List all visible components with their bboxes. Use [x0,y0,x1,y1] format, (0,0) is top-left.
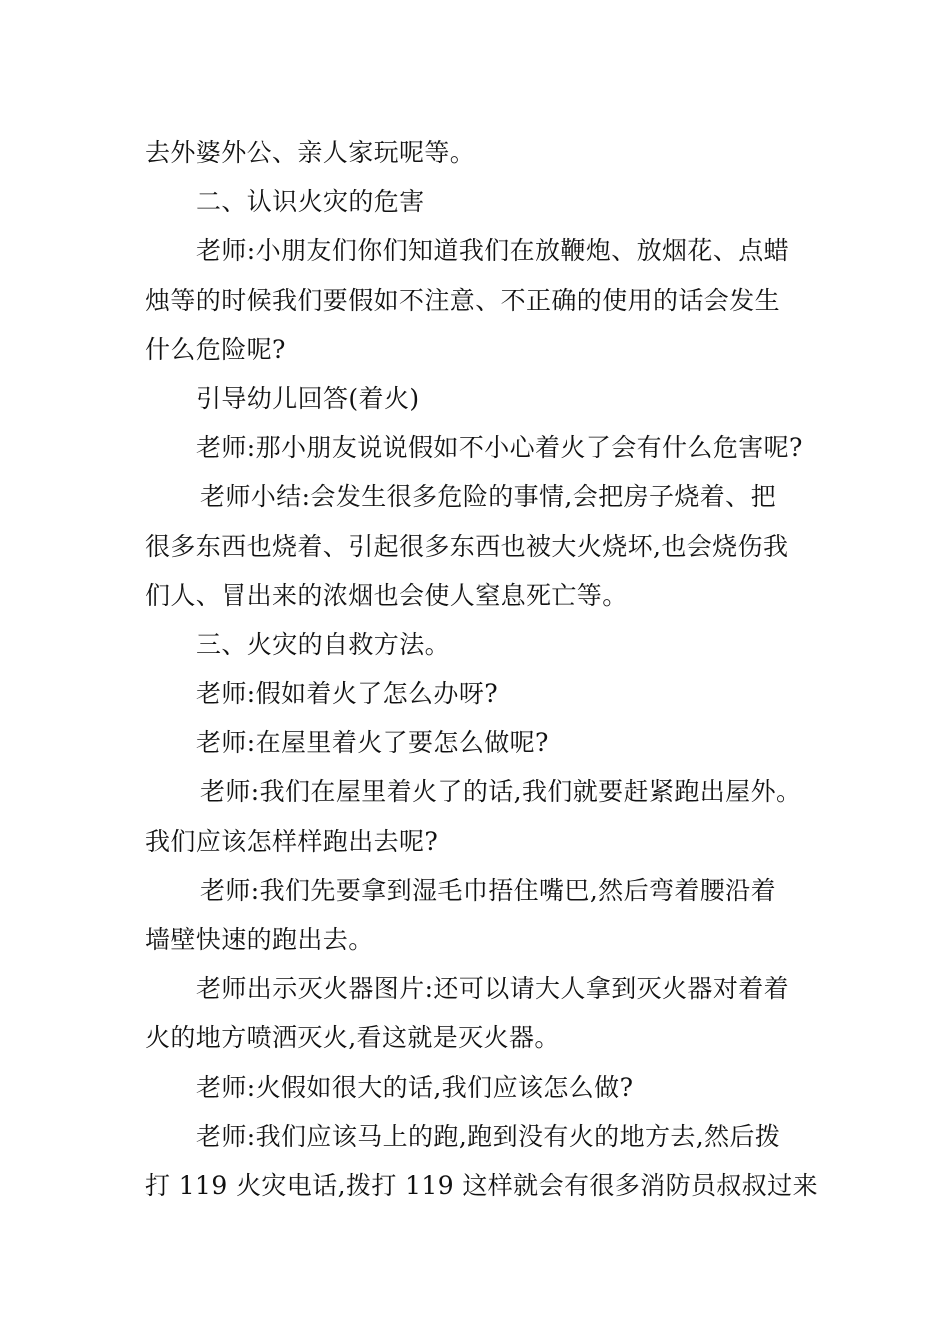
text-line: 引导幼儿回答(着火) [196,383,420,413]
text-line: 去外婆外公、亲人家玩呢等。 [145,138,476,167]
text-line: 老师:在屋里着火了要怎么做呢? [196,728,549,758]
text-line: 老师:小朋友们你们知道我们在放鞭炮、放烟花、点蜡 [196,236,790,266]
text-line: 老师小结:会发生很多危险的事情,会把房子烧着、把 [200,482,776,512]
text-line: 们人、冒出来的浓烟也会使人窒息死亡等。 [145,580,628,610]
text-line: 老师出示灭火器图片:还可以请大人拿到灭火器对着着 [196,974,790,1004]
text-line: 老师:我们在屋里着火了的话,我们就要赶紧跑出屋外。 [200,777,802,807]
text-line: 老师:火假如很大的话,我们应该怎么做? [196,1072,634,1102]
document-body [145,128,825,1210]
text-line: 墙壁快速的跑出去。 [145,925,374,954]
text-line: 打 119 火灾电话,拨打 119 这样就会有很多消防员叔叔过来 [145,1170,818,1200]
section-heading: 二、认识火灾的危害 [196,187,425,217]
text-line: 老师:那小朋友说说假如不小心着火了会有什么危害呢? [196,433,803,463]
text-line: 烛等的时候我们要假如不注意、不正确的使用的话会发生 [145,285,781,315]
text-line: 老师:我们应该马上的跑,跑到没有火的地方去,然后拨 [196,1121,781,1151]
section-heading: 三、火灾的自救方法。 [196,629,451,659]
text-line: 很多东西也烧着、引起很多东西也被大火烧坏,也会烧伤我 [145,531,789,561]
text-line: 火的地方喷洒灭火,看这就是灭火器。 [145,1023,560,1053]
text-line: 我们应该怎样样跑出去呢? [145,826,439,856]
text-line: 老师:我们先要拿到湿毛巾捂住嘴巴,然后弯着腰沿着 [200,875,776,905]
text-line: 老师:假如着火了怎么办呀? [196,679,499,709]
text-line: 什么危险呢? [145,334,286,364]
